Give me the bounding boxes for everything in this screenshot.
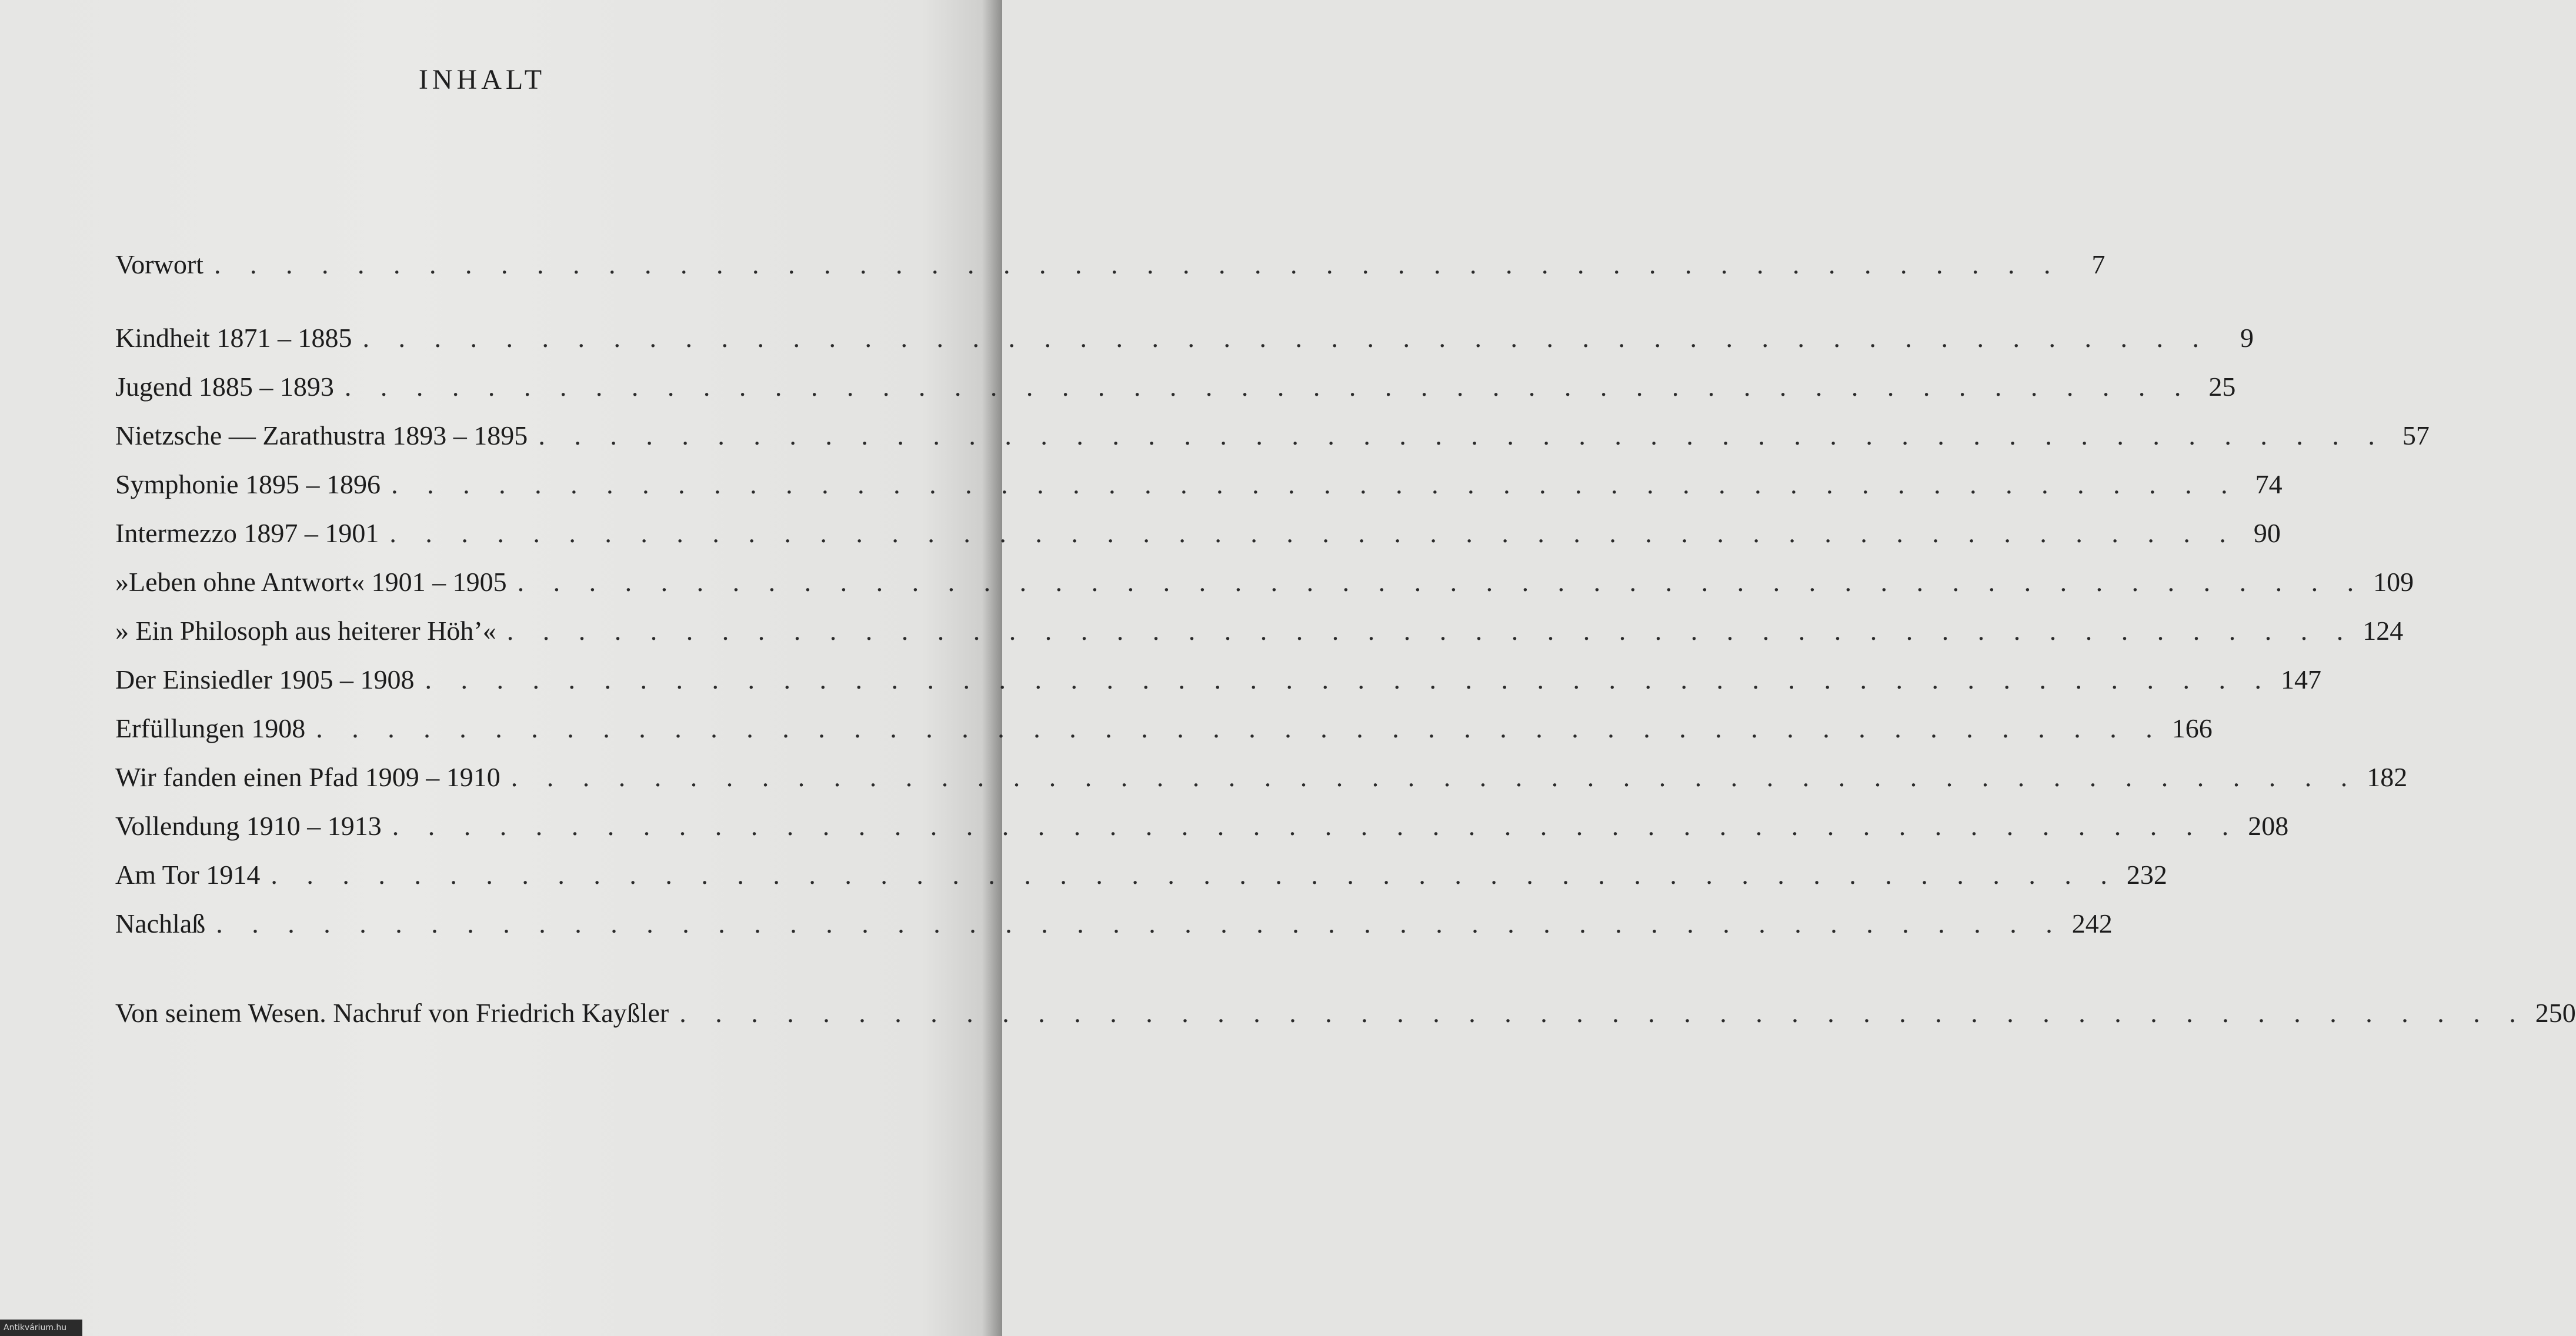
- toc-entry: [115, 613, 2404, 649]
- toc-entry: [115, 516, 2281, 551]
- toc-entry-page: 182: [2367, 762, 2408, 792]
- toc-entry-page: 74: [2255, 469, 2283, 499]
- toc-entry-page: 166: [2171, 713, 2213, 743]
- toc-entry-title: Nachlaß: [115, 909, 206, 938]
- toc-entry: [115, 809, 2289, 844]
- watermark: Antikvárium.hu: [0, 1320, 82, 1336]
- toc-entry: [115, 565, 2414, 600]
- toc-entry-page: 147: [2280, 664, 2321, 694]
- toc-entry-title: Wir fanden einen Pfad 1909 – 1910: [115, 762, 500, 792]
- toc-entry-page: 250: [2535, 998, 2576, 1028]
- toc-entry-page: 232: [2126, 860, 2167, 890]
- toc-entry-title: Erfüllungen 1908: [115, 713, 306, 743]
- toc-entry-title: Vorwort: [115, 249, 203, 279]
- dot-leader: . . . . . . . . . . . . . . . . . . . . . . . . . . . . . . . . . . . . . . . . . . . . . . . . . . . .: [510, 762, 2359, 792]
- toc-entry: [115, 247, 2105, 282]
- toc-entry-page: 57: [2402, 420, 2430, 450]
- toc-entry-title: Intermezzo 1897 – 1901: [115, 518, 379, 548]
- toc-entry-page: 90: [2253, 518, 2281, 548]
- dot-leader: . . . . . . . . . . . . . . . . . . . . . . . . . . . . . . . . . . . . . . . . . . . . . . . . . . . .: [216, 909, 2064, 938]
- toc-entry-page: 7: [2091, 249, 2105, 279]
- dot-leader: . . . . . . . . . . . . . . . . . . . . . . . . . . . . . . . . . . . . . . . . . . . . . . . . . . . .: [679, 998, 2527, 1028]
- toc-entry-page: 242: [2071, 909, 2113, 938]
- dot-leader: . . . . . . . . . . . . . . . . . . . . . . . . . . . . . . . . . . . . . . . . . . . . . . . . . . . .: [517, 567, 2365, 597]
- toc-entry: [115, 418, 2430, 453]
- dot-leader: . . . . . . . . . . . . . . . . . . . . . . . . . . . . . . . . . . . . . . . . . . . . . . . . . . . .: [316, 713, 2164, 743]
- toc-entry-title: Jugend 1885 – 1893: [115, 372, 334, 402]
- dot-leader: . . . . . . . . . . . . . . . . . . . . . . . . . . . . . . . . . . . . . . . . . . . . . . . . . . . .: [362, 323, 2210, 353]
- dot-leader: . . . . . . . . . . . . . . . . . . . . . . . . . . . . . . . . . . . . . . . . . . . . . . . . . . . .: [213, 249, 2062, 279]
- toc-entry-title: Der Einsiedler 1905 – 1908: [115, 664, 415, 694]
- toc-entry-title: » Ein Philosoph aus heiterer Höh’«: [115, 616, 496, 646]
- dot-leader: . . . . . . . . . . . . . . . . . . . . . . . . . . . . . . . . . . . . . . . . . . . . . . . . . . . .: [344, 372, 2193, 402]
- toc-entry: [115, 857, 2167, 893]
- toc-entry-page: 25: [2208, 372, 2236, 402]
- dot-leader: . . . . . . . . . . . . . . . . . . . . . . . . . . . . . . . . . . . . . . . . . . . . . . . . . . . .: [271, 860, 2118, 890]
- toc-entry-title: Nietzsche — Zarathustra 1893 – 1895: [115, 420, 528, 450]
- toc-entry-page: 9: [2240, 323, 2254, 353]
- toc-entry: [115, 760, 2408, 795]
- toc-entry: [115, 369, 2236, 405]
- toc-entry-page: 124: [2363, 616, 2404, 646]
- dot-leader: . . . . . . . . . . . . . . . . . . . . . . . . . . . . . . . . . . . . . . . . . . . . . . . . . . . .: [389, 518, 2237, 548]
- dot-leader: . . . . . . . . . . . . . . . . . . . . . . . . . . . . . . . . . . . . . . . . . . . . . . . . . . . .: [392, 811, 2240, 841]
- page-title: INHALT: [418, 64, 546, 95]
- toc-entry-page: 109: [2373, 567, 2414, 597]
- toc-entry: [115, 996, 2576, 1031]
- dot-leader: . . . . . . . . . . . . . . . . . . . . . . . . . . . . . . . . . . . . . . . . . . . . . . . . . . . .: [506, 616, 2355, 646]
- toc-entry: [115, 906, 2113, 941]
- dot-leader: . . . . . . . . . . . . . . . . . . . . . . . . . . . . . . . . . . . . . . . . . . . . . . . . . . . .: [425, 664, 2273, 694]
- toc-entry-title: Von seinem Wesen. Nachruf von Friedrich Kayßler: [115, 998, 669, 1028]
- toc-entry-title: »Leben ohne Antwort« 1901 – 1905: [115, 567, 507, 597]
- dot-leader: . . . . . . . . . . . . . . . . . . . . . . . . . . . . . . . . . . . . . . . . . . . . . . . . . . . .: [391, 469, 2239, 499]
- toc-entry: [115, 662, 2321, 697]
- toc-entry-title: Kindheit 1871 – 1885: [115, 323, 352, 353]
- dot-leader: . . . . . . . . . . . . . . . . . . . . . . . . . . . . . . . . . . . . . . . . . . . . . . . . . . . .: [538, 420, 2386, 450]
- toc-entry: [115, 320, 2254, 356]
- toc-entry-title: Am Tor 1914: [115, 860, 261, 890]
- toc-entry: [115, 711, 2213, 746]
- toc-entry-page: 208: [2248, 811, 2289, 841]
- toc-entry-title: Symphonie 1895 – 1896: [115, 469, 381, 499]
- toc-entry-title: Vollendung 1910 – 1913: [115, 811, 382, 841]
- toc-entry: [115, 467, 2283, 502]
